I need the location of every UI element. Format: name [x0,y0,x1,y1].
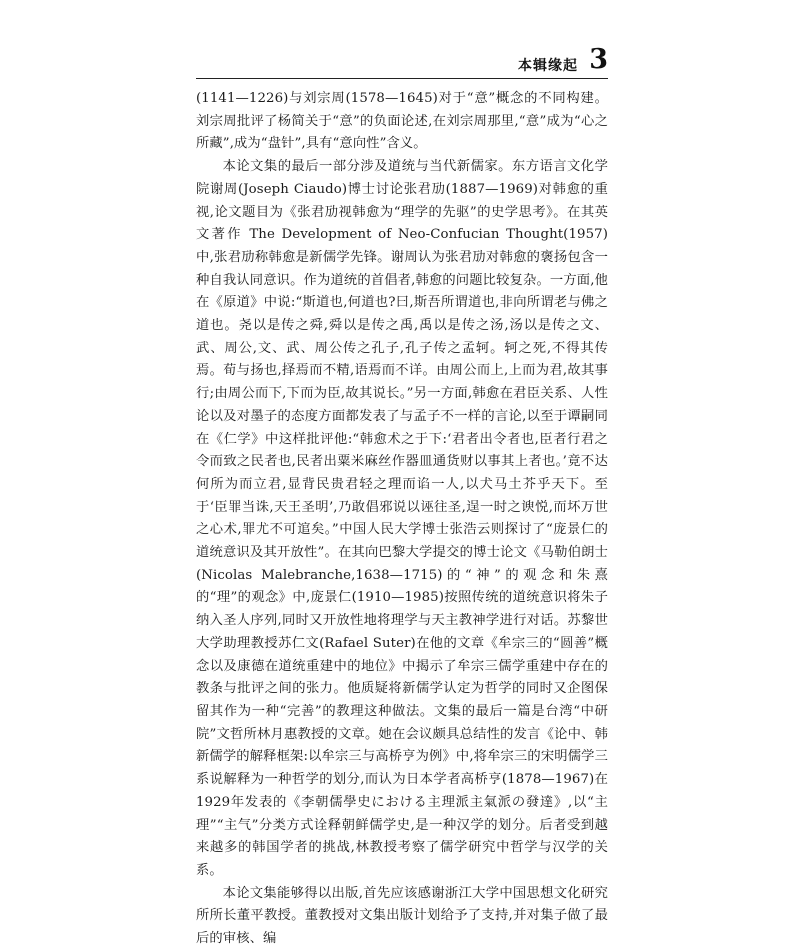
running-header-title: 本辑缘起 [518,58,578,74]
header-divider [196,78,608,79]
body-text [196,88,608,951]
page-number: 3 [589,44,608,75]
paragraph-acknowledgements: 本论文集能够得以出版,首先应该感谢浙江大学中国思想文化研究所所长董平教授。董教授对文集出版计划给予了支持,并对集子做了最后的审核、编 [196,885,608,947]
running-header [196,44,608,80]
paragraph-continuation: (1141—1226)与刘宗周(1578—1645)对于“意”概念的不同构建。刘宗周批评了杨简关于“意”的负面论述,在刘宗周那里,“意”成为“心之所藏”,成为“盘针”,具有“意向性”含义。 [196,91,608,152]
paragraph-tradition-and-new-confucianism: 本论文集的最后一部分涉及道统与当代新儒家。东方语言文化学院谢周(Joseph Ciaudo)博士讨论张君劢(1887—1969)对韩愈的重视,论文题目为《张君劢视韩愈为“理学的先驱”的史学思考》。在其英文著作 The Development of Neo-Confucian Thought(1957)中,张君劢称韩愈是新儒学先锋。谢周认为张君劢对韩愈的褒扬包含一种自我认同意识。作为道统的首倡者,韩愈的问题比较复杂。一方面,他在《原道》中说:“斯道也,何道也?曰,斯吾所谓道也,非向所谓老与佛之道也。尧以是传之舜,舜以是传之禹,禹以是传之汤,汤以是传之文、武、周公,文、武、周公传之孔子,孔子传之孟轲。轲之死,不得其传焉。荀与扬也,择焉而不精,语焉而不详。由周公而上,上而为君,故其事行;由周公而下,下而为臣,故其说长。”另一方面,韩愈在君臣关系、人性论以及对墨子的态度方面都发表了与孟子不一样的言论,以至于谭嗣同在《仁学》中这样批评他:“韩愈术之于下:‘君者出令者也,臣者行君之令而致之民者也,民者出粟米麻丝作器皿通货财以事其上者也。’竟不达何所为而立君,显背民贵君轻之理而谄一人,以犬马土芥乎天下。至于‘臣罪当诛,天王圣明’,乃敢倡邪说以诬往圣,逞一时之谀悦,而坏万世之心术,罪尤不可逭矣。”中国人民大学博士张浩云则探讨了“庞景仁的道统意识及其开放性”。在其向巴黎大学提交的博士论文《马勒伯朗士(Nicolas Malebranche,1638—1715)的“神”的观念和朱熹的“理”的观念》中,庞景仁(1910—1985)按照传统的道统意识将朱子纳入圣人序列,同时又开放性地将理学与天主教神学进行对话。苏黎世大学助理教授苏仁文(Rafael Suter)在他的文章《牟宗三的“圆善”概念以及康德在道统重建中的地位》中揭示了牟宗三儒学重建中存在的教条与批评之间的张力。他质疑将新儒学认定为哲学的同时又企图保留其作为一种“完善”的教理这种做法。文集的最后一篇是台湾“中研院”文哲所林月惠教授的文章。她在会议颇具总结性的发言《论中、韩新儒学的解释框架:以牟宗三与高桥亨为例》中,将牟宗三的宋明儒学三系说解释为一种哲学的划分,而认为日本学者高桥亨(1878—1967)在1929年发表的《李朝儒學史における主理派主氣派の發達》,以“主理”“主气”分类方式诠释朝鲜儒学史,是一种汉学的划分。后者受到越来越多的韩国学者的挑战,林教授考察了儒学研究中哲学与汉学的关系。 [196,159,608,878]
